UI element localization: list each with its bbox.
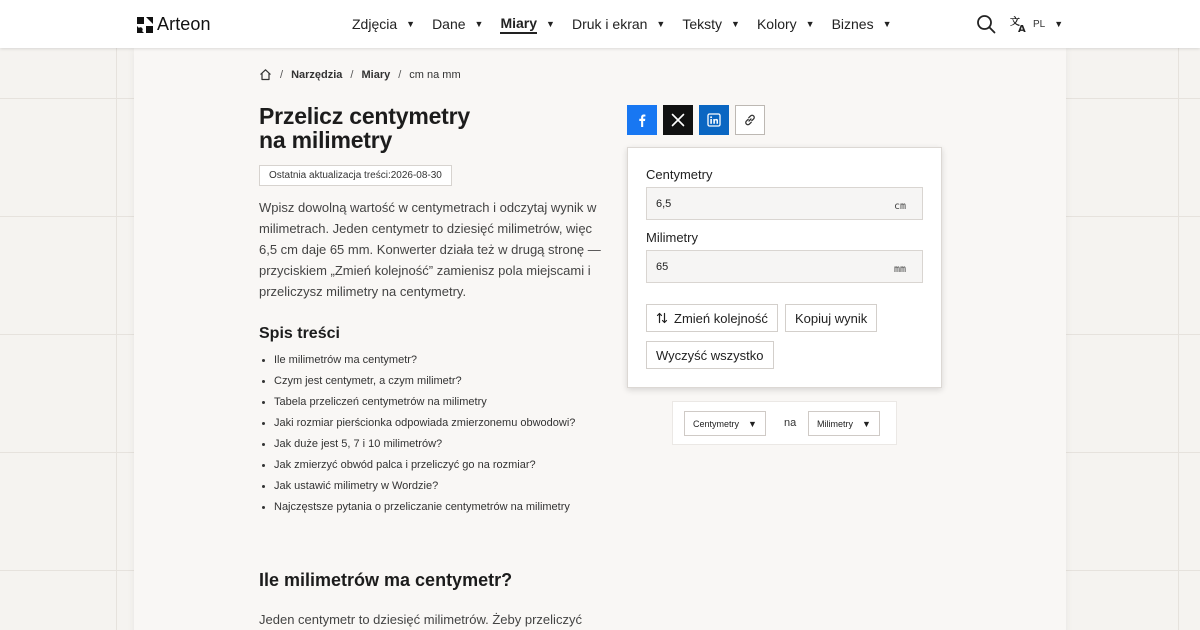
- last-updated-badge: [259, 165, 452, 186]
- breadcrumb-current: cm na mm: [409, 68, 461, 81]
- caret-down-icon: ▼: [406, 19, 416, 29]
- x-icon: [671, 113, 685, 127]
- breadcrumb-link-miary[interactable]: Miary: [361, 68, 391, 81]
- share-x-button[interactable]: [663, 105, 693, 135]
- copy-result-label: Kopiuj wynik: [795, 310, 868, 326]
- nav-item-zdjecia[interactable]: [352, 16, 415, 32]
- swap-order-button[interactable]: [646, 304, 778, 332]
- toc-item[interactable]: Jak duże jest 5, 7 i 10 milimetrów?: [259, 434, 619, 455]
- nav-item-teksty[interactable]: [682, 16, 740, 32]
- caret-down-icon: ▼: [805, 19, 815, 29]
- from-unit-value: Centymetry: [693, 418, 740, 429]
- nav-item-label: Biznes: [831, 16, 874, 32]
- cm-to-mm-converter: [627, 147, 942, 388]
- nav-item-label: Dane: [432, 16, 466, 32]
- main-menu: [352, 0, 909, 48]
- nav-item-label: Druk i ekran: [571, 16, 648, 32]
- nav-item-label: Zdjęcia: [352, 16, 398, 32]
- caret-down-icon: ▼: [474, 19, 484, 29]
- language-code: PL: [1033, 18, 1046, 30]
- centimeters-label: Centymetry: [646, 167, 713, 182]
- clear-all-label: Wyczyść wszystko: [656, 347, 764, 363]
- section-heading: Ile milimetrów ma centymetr?: [259, 570, 513, 590]
- toc-item[interactable]: Najczęstsze pytania o przeliczanie centymetrów na milimetry: [259, 497, 619, 518]
- caret-down-icon: ▼: [882, 19, 892, 29]
- nav-item-label: Kolory: [756, 16, 797, 32]
- swap-order-label: Zmień kolejność: [674, 310, 768, 326]
- nav-item-label: Teksty: [682, 16, 723, 32]
- search-icon[interactable]: [976, 14, 996, 34]
- breadcrumb-separator: /: [398, 68, 402, 81]
- table-of-contents: [259, 350, 619, 518]
- clear-all-button[interactable]: [646, 341, 774, 369]
- nav-item-label: Miary: [500, 15, 537, 34]
- millimeters-unit: mm: [893, 264, 906, 275]
- last-updated-label: Ostatnia aktualizacja treści:: [269, 170, 391, 181]
- top-navigation-bar: [0, 0, 1200, 48]
- link-icon: [743, 113, 757, 127]
- arteon-logo-icon: [137, 17, 153, 33]
- from-unit-select[interactable]: [684, 411, 766, 436]
- caret-down-icon: ▼: [656, 19, 666, 29]
- linkedin-icon: [707, 113, 721, 127]
- page-title-line-1: Przelicz centymetry: [259, 103, 470, 129]
- centimeters-unit: cm: [893, 201, 906, 212]
- intro-paragraph: Wpisz dowolną wartość w centymetrach i odczytaj wynik w milimetrach. Jeden centymetr to dziesięć milimetrów, więc 6,5 cm daje 65 mm. Konwerter działa też w drugą stronę — przyciskiem „Zmień kolejność” zamienisz pola miejscami i przeliczysz milimetry na centymetry.: [259, 200, 601, 299]
- to-unit-select[interactable]: [808, 411, 880, 436]
- breadcrumb: [259, 68, 461, 81]
- caret-down-icon: ▼: [748, 418, 757, 429]
- brand-name: Arteon: [157, 14, 211, 34]
- toc-item[interactable]: Czym jest centymetr, a czym milimetr?: [259, 371, 619, 392]
- millimeters-label: Milimetry: [646, 230, 698, 245]
- svg-text:文: 文: [1010, 17, 1020, 28]
- section-paragraph: Jeden centymetr to dziesięć milimetrów. Żeby przeliczyć: [259, 612, 582, 627]
- centimeters-value: 6,5: [656, 197, 672, 210]
- nav-item-druk-i-ekran[interactable]: [572, 16, 665, 32]
- home-icon[interactable]: [259, 68, 272, 81]
- caret-down-icon: ▼: [862, 418, 871, 429]
- share-facebook-button[interactable]: [627, 105, 657, 135]
- toc-item[interactable]: Tabela przeliczeń centymetrów na milimetry: [259, 392, 619, 413]
- caret-down-icon: ▼: [731, 19, 740, 29]
- to-unit-value: Milimetry: [817, 418, 853, 429]
- nav-item-kolory[interactable]: [757, 16, 815, 32]
- last-updated-date: 2026-08-30: [390, 170, 442, 181]
- breadcrumb-link-narzedzia[interactable]: Narzędzia: [291, 68, 343, 81]
- swap-arrows-icon: [656, 312, 668, 324]
- breadcrumb-separator: /: [280, 68, 284, 81]
- caret-down-icon: ▼: [1054, 19, 1064, 29]
- brand-logo[interactable]: [137, 14, 211, 35]
- caret-down-icon: ▼: [546, 19, 555, 29]
- language-switcher[interactable]: [1010, 15, 1063, 33]
- nav-item-biznes[interactable]: [832, 16, 892, 32]
- toc-item[interactable]: Jak zmierzyć obwód palca i przeliczyć go na rozmiar?: [259, 455, 619, 476]
- translate-icon: [1010, 15, 1028, 33]
- copy-link-button[interactable]: [735, 105, 765, 135]
- share-buttons: [627, 105, 771, 135]
- millimeters-input[interactable]: [646, 250, 923, 283]
- breadcrumb-separator: /: [350, 68, 354, 81]
- content-card: [134, 48, 1066, 630]
- page-title-line-2: na milimetry: [259, 127, 393, 153]
- toc-item[interactable]: Jaki rozmiar pierścionka odpowiada zmierzonemu obwodowi?: [259, 413, 619, 434]
- toc-item[interactable]: Jak ustawić milimetry w Wordzie?: [259, 476, 619, 497]
- toc-heading: Spis treści: [259, 325, 340, 342]
- unit-connector: na: [784, 417, 797, 429]
- centimeters-input[interactable]: [646, 187, 923, 220]
- toc-item[interactable]: Ile milimetrów ma centymetr?: [259, 350, 619, 371]
- facebook-icon: [635, 113, 649, 127]
- copy-result-button[interactable]: [785, 304, 877, 332]
- share-linkedin-button[interactable]: [699, 105, 729, 135]
- nav-item-miary[interactable]: [500, 15, 555, 34]
- unit-selector: [672, 401, 897, 445]
- svg-text:A: A: [1018, 24, 1026, 33]
- millimeters-value: 65: [656, 260, 669, 273]
- page-title: [259, 104, 589, 152]
- nav-item-dane[interactable]: [432, 16, 483, 32]
